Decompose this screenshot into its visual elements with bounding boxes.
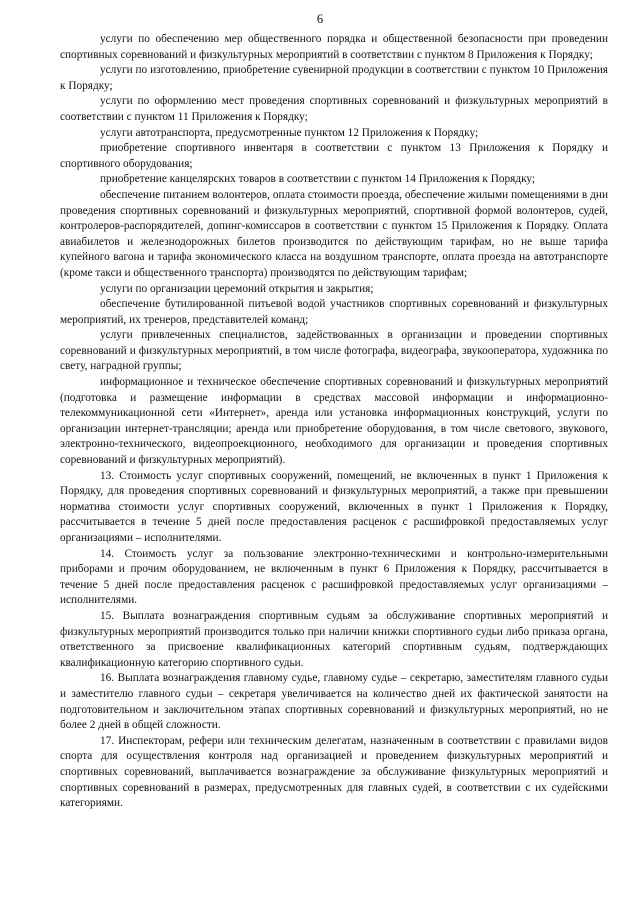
numbered-clause: 16. Выплата вознаграждения главному судье, главному судье – секретарю, заместителям главного судьи и заместителю главного судьи – секретаря увеличивается на количество дней их фактической занятости на подготовительном и заключительном этапах спортивных соревнований и физкультурных мероприятий, но не более 2 дней в общей сложности.: [60, 672, 608, 732]
list-item: приобретение спортивного инвентаря в соответствии с пунктом 13 Приложения к Порядку и спортивного оборудования;: [60, 142, 608, 170]
list-item: услуги по организации церемоний открытия и закрытия;: [100, 282, 374, 295]
list-item: услуги по оформлению мест проведения спортивных соревнований и физкультурных мероприятий в соответствии с пунктом 11 Приложения к Порядку;: [60, 95, 608, 123]
numbered-clause: 13. Стоимость услуг спортивных сооружений, помещений, не включенных в пункт 1 Приложения к Порядку, для проведения спортивных соревнований и физкультурных мероприятий, а также при превышении норматива стоимости услуг спортивных сооружений, включенных в пункт 1 Приложения к Порядку, рассчитывается в течение 5 дней после предоставления расценок с расшифровкой предоставляемых услуг организациями – исполнителями.: [60, 469, 608, 544]
page-number: 6: [316, 12, 324, 26]
list-item: услуги по обеспечению мер общественного порядка и общественной безопасности при проведении спортивных соревнований и физкультурных мероприятий в соответствии с пунктом 8 Приложения к Порядку;: [60, 33, 608, 61]
numbered-clause: 15. Выплата вознаграждения спортивным судьям за обслуживание спортивных мероприятий и физкультурных мероприятий производится только при наличии книжки спортивного судьи либо приказа органа, ответственного за присвоение квалификационных категорий спортивным судьям, подтверждающих квалификационную категорию спортивного судьи.: [60, 609, 608, 669]
numbered-clause: 14. Стоимость услуг за пользование электронно-техническими и контрольно-измерительными приборами и прочим оборудованием, не включенным в пункт 6 Приложения к Порядку, рассчитывается в течение 5 дней после предоставления расценок с расшифровкой предоставляемых услуг организациями – исполнителями.: [60, 547, 608, 607]
list-item: информационное и техническое обеспечение спортивных соревнований и физкультурных мероприятий (подготовка и размещение информации в средствах массовой информации и информационно-телекоммуникационной сети «Интернет», аренда или установка информационных конструкций, услуги по организации интернет-трансляции; аренда или приобретение оборудования, в том числе светового, звукового, электронно-технического, видеопроекционного, необходимого для организации и проведения спортивных соревнований и физкультурных мероприятий).: [60, 376, 608, 467]
list-item: обеспечение бутилированной питьевой водой участников спортивных соревнований и физкультурных мероприятий, их тренеров, представителей команд;: [60, 298, 608, 326]
list-item: услуги автотранспорта, предусмотренные пунктом 12 Приложения к Порядку;: [100, 126, 479, 139]
list-item: приобретение канцелярских товаров в соответствии с пунктом 14 Приложения к Порядку;: [100, 173, 536, 186]
document-body: [60, 32, 608, 812]
numbered-clause: 17. Инспекторам, рефери или техническим делегатам, назначенным в соответствии с правилами видов спорта для осуществления контроля над организацией и проведением физкультурных мероприятий и спортивных соревнований, выплачивается вознаграждение за обслуживание физкультурных мероприятий и спортивных соревнований в размерах, предусмотренных для главных судей, в соответствии с их судейскими категориями.: [60, 734, 608, 810]
list-item: услуги привлеченных специалистов, задействованных в организации и проведении спортивных соревнований и физкультурных мероприятий, в том числе фотографа, видеографа, звукооператора, художника по свету, наградной группы;: [60, 329, 608, 373]
list-item: услуги по изготовлению, приобретение сувенирной продукции в соответствии с пунктом 10 Приложения к Порядку;: [60, 64, 608, 92]
list-item: обеспечение питанием волонтеров, оплата стоимости проезда, обеспечение жилыми помещениями в дни проведения спортивных соревнований и физкультурных мероприятий, спортивной формой волонтеров, судей, контролеров-распорядителей, допинг-комиссаров в соответствии с пунктом 15 Приложения к Порядку. Оплата авиабилетов и железнодорожных билетов производится по действующим тарифам, но не выше тарифа купейного вагона и тарифа экономического класса на воздушном транспорте, оплата проезда на автотранспорте (кроме такси и общественного транспорта) производятся по действующим тарифам;: [60, 188, 608, 279]
